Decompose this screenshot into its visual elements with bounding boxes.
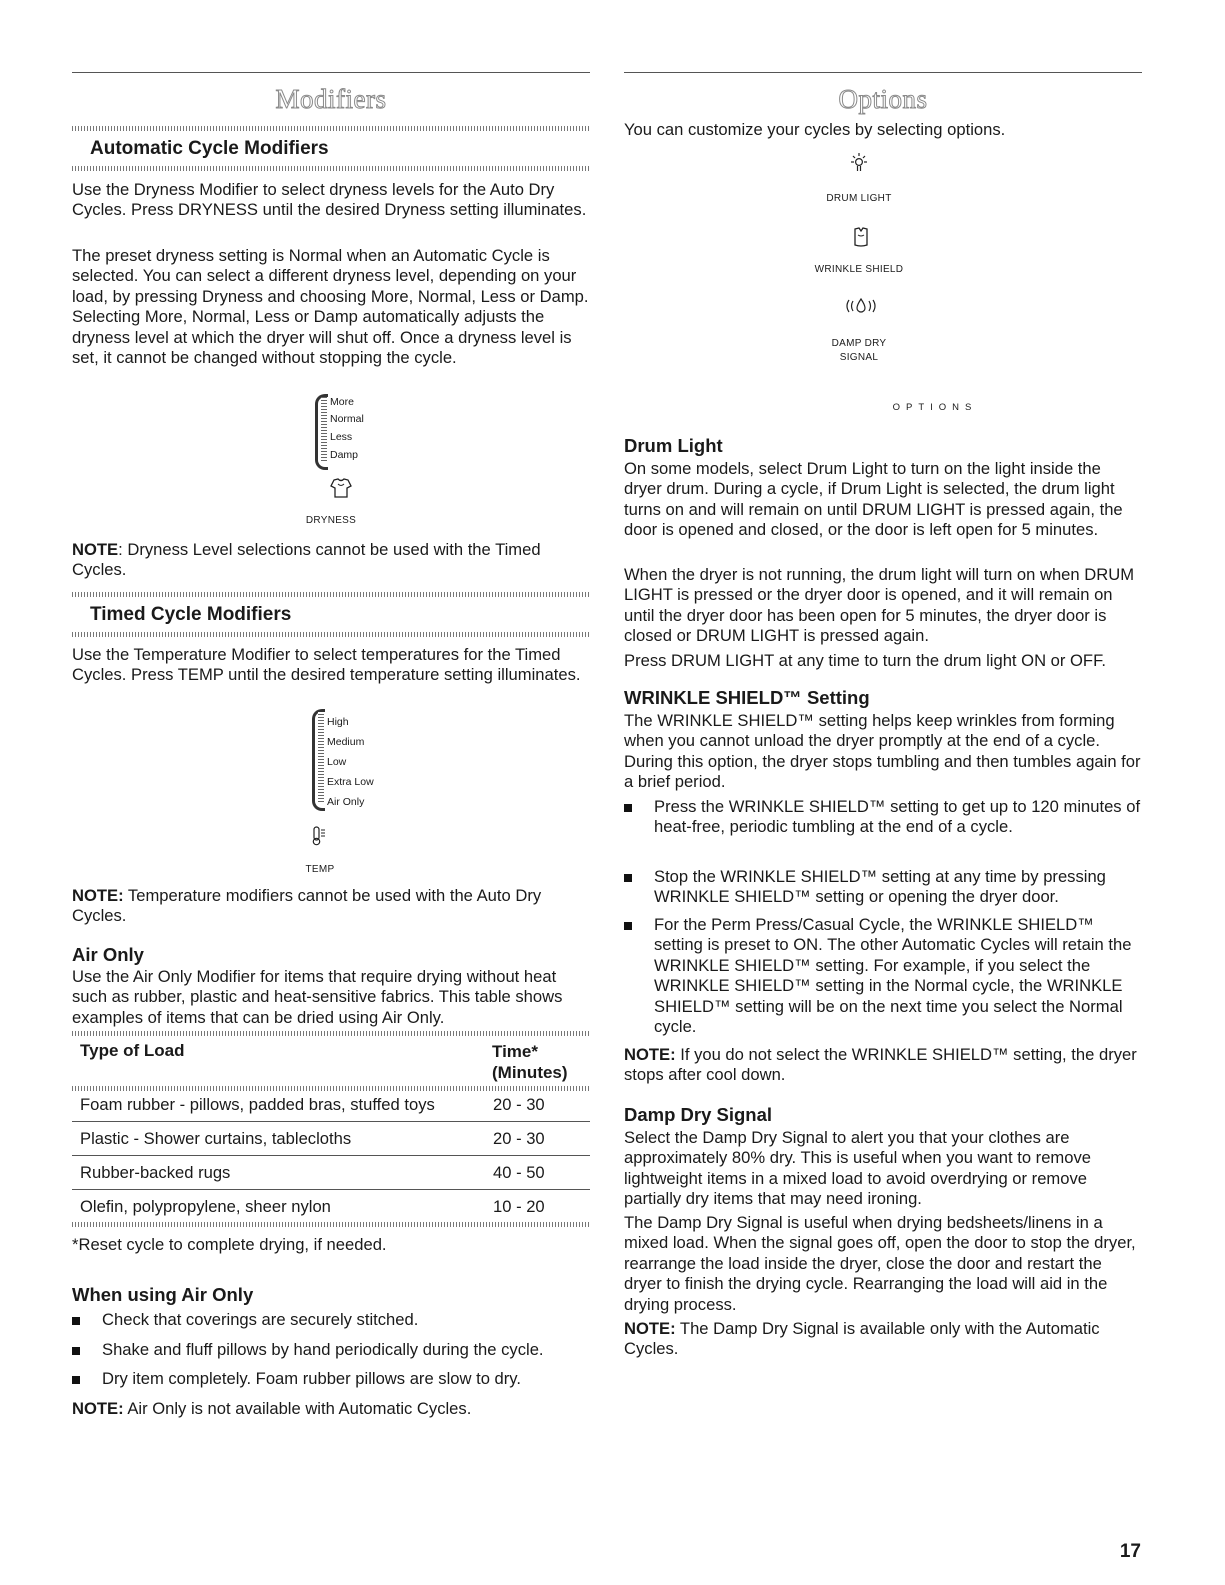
timed-paragraph: Use the Temperature Modifier to select temperatures for the Timed Cycles. Press TEMP until the desired temperature setting illuminates.	[72, 645, 581, 685]
dryness-level-damp: Damp	[330, 449, 359, 461]
light-bulb-icon	[849, 152, 869, 174]
table-row-divider	[72, 1155, 590, 1156]
table-bottom-rule	[72, 1222, 590, 1227]
table-col-minutes-label: (Minutes)	[492, 1063, 568, 1082]
list-item	[72, 1340, 590, 1360]
table-row-divider	[72, 1121, 590, 1122]
list-item	[624, 867, 1142, 908]
drum-light-paragraph-3: Press DRUM LIGHT at any time to turn the drum light ON or OFF.	[624, 651, 1106, 670]
thermometer-icon	[312, 826, 326, 846]
note-label: NOTE:	[624, 1045, 676, 1064]
top-rule-right	[624, 72, 1142, 73]
wrinkle-shield-heading: WRINKLE SHIELD™ Setting	[624, 687, 870, 708]
table-cell-time: 20 - 30	[493, 1129, 545, 1148]
auto-paragraph-1: Use the Dryness Modifier to select dryness levels for the Auto Dry Cycles. Press DRYNESS until the desired Dryness setting illuminates.	[72, 180, 587, 220]
dryness-bracket-hatch	[321, 397, 327, 461]
air-only-paragraph: Use the Air Only Modifier for items that require drying without heat such as rubber, plastic and heat-sensitive fabrics. This table shows examples of items that can be dried using Air Only.	[72, 967, 563, 1027]
air-only-heading: Air Only	[72, 944, 144, 965]
drum-light-paragraph-2: When the dryer is not running, the drum light will turn on when DRUM LIGHT is pressed or the dryer door is opened, and it will remain on until the dryer door has been open for 5 minutes, the dryer door is closed or DRUM LIGHT is pressed again.	[624, 565, 1135, 646]
note-label: NOTE	[72, 540, 119, 559]
list-item-text: Stop the WRINKLE SHIELD™ setting at any time by pressing WRINKLE SHIELD™ setting or opening the dryer door.	[654, 867, 1106, 907]
hatch-rule	[72, 632, 590, 637]
list-item-text: Check that coverings are securely stitched.	[102, 1310, 419, 1329]
damp-dry-paragraph-1: Select the Damp Dry Signal to alert you that your clothes are approximately 80% dry. This is useful when you want to remove lightweight items in a mixed load to avoid overdrying or remove partially dry items that may need ironing.	[624, 1128, 1091, 1209]
bullet-square-icon	[72, 1376, 80, 1384]
temp-level-medium: Medium	[327, 736, 365, 748]
auto-cycle-heading-band	[72, 126, 590, 171]
dryness-label: DRYNESS	[305, 515, 357, 526]
table-col-time-header	[492, 1041, 568, 1083]
temp-label: TEMP	[305, 864, 335, 875]
damp-dry-label-line1: DAMP DRY	[831, 338, 887, 349]
page-number: 17	[1119, 1541, 1141, 1562]
temp-bracket-hatch	[318, 712, 324, 802]
wrinkle-shield-label: WRINKLE SHIELD	[814, 264, 904, 275]
table-cell-time: 10 - 20	[493, 1197, 545, 1216]
options-panel-label: OPTIONS	[892, 402, 978, 413]
temp-level-low: Low	[327, 756, 347, 768]
table-footnote: *Reset cycle to complete drying, if needed.	[72, 1235, 387, 1254]
drum-light-label: DRUM LIGHT	[826, 193, 892, 204]
table-cell-time: 20 - 30	[493, 1095, 545, 1114]
list-item-text: For the Perm Press/Casual Cycle, the WRINKLE SHIELD™ setting is preset to ON. The other Automatic Cycles will retain the WRINKLE SHIELD™ setting. For example, if you select the WRINKLE SHIELD™ setting in the Normal cycle, the WRINKLE SHIELD™ setting will be on the next time you select the Normal cycle.	[654, 915, 1132, 1037]
auto-cycle-heading: Automatic Cycle Modifiers	[90, 138, 329, 159]
list-item	[72, 1369, 590, 1389]
note-label: NOTE:	[72, 886, 124, 905]
list-item-text: Dry item completely. Foam rubber pillows are slow to dry.	[102, 1369, 521, 1388]
table-row	[80, 1129, 590, 1149]
table-cell-load: Olefin, polypropylene, sheer nylon	[80, 1197, 331, 1216]
note-text: If you do not select the WRINKLE SHIELD™ setting, the dryer stops after cool down.	[624, 1045, 1137, 1085]
options-intro: You can customize your cycles by selecting options.	[624, 120, 1006, 139]
list-item	[624, 797, 1142, 838]
table-col-type-header: Type of Load	[80, 1041, 185, 1060]
timed-cycle-heading-band	[72, 592, 590, 637]
wrinkle-shield-note	[624, 1045, 1142, 1086]
options-title: Options	[838, 84, 928, 114]
table-row-divider	[72, 1189, 590, 1190]
modifiers-title: Modifiers	[275, 84, 387, 114]
hatch-rule	[72, 166, 590, 171]
damp-dry-paragraph-2: The Damp Dry Signal is useful when drying bedsheets/linens in a mixed load. When the signal goes off, open the door to stop the dryer, rearrange the load inside the dryer, close the door and restart the dryer to finish the drying cycle. Rearranging the load will aid in the drying process.	[624, 1213, 1136, 1314]
auto-note	[72, 540, 590, 581]
drum-light-heading: Drum Light	[624, 435, 723, 456]
bullet-square-icon	[624, 922, 632, 930]
timed-cycle-heading: Timed Cycle Modifiers	[90, 604, 292, 625]
auto-paragraph-2: The preset dryness setting is Normal when an Automatic Cycle is selected. You can select a different dryness level, depending on your load, by pressing Dryness and choosing More, Normal, Less or Damp. Selecting More, Normal, Less or Damp automatically adjusts the dryness level at which the dryer will shut off. Once a dryness level is set, it cannot be changed without stopping the cycle.	[72, 246, 589, 368]
temp-level-air-only: Air Only	[327, 796, 365, 808]
damp-dry-label-line2: SIGNAL	[839, 352, 879, 363]
damp-dry-signal-icon	[845, 296, 877, 314]
list-item	[72, 1310, 590, 1330]
table-cell-load: Foam rubber - pillows, padded bras, stuffed toys	[80, 1095, 435, 1114]
note-text: Temperature modifiers cannot be used with the Auto Dry Cycles.	[72, 886, 542, 926]
damp-dry-note	[624, 1319, 1142, 1360]
top-rule-left	[72, 72, 590, 73]
table-row	[80, 1197, 590, 1217]
list-item-text: Press the WRINKLE SHIELD™ setting to get up to 120 minutes of heat-free, periodic tumbling at the end of a cycle.	[654, 797, 1141, 837]
table-top-rule	[72, 1031, 590, 1036]
dryness-level-more: More	[330, 396, 354, 408]
dryness-level-normal: Normal	[330, 413, 364, 425]
table-cell-load: Rubber-backed rugs	[80, 1163, 231, 1182]
note-text: : Dryness Level selections cannot be used with the Timed Cycles.	[72, 540, 541, 580]
table-row	[80, 1095, 590, 1115]
bullet-square-icon	[624, 804, 632, 812]
bullet-square-icon	[624, 874, 632, 882]
table-cell-time: 40 - 50	[493, 1163, 545, 1182]
table-row	[80, 1163, 590, 1183]
using-air-only-heading: When using Air Only	[72, 1284, 254, 1305]
note-label: NOTE:	[624, 1319, 676, 1338]
list-item	[624, 915, 1142, 1037]
temp-level-extra-low: Extra Low	[327, 776, 374, 788]
wrinkle-shield-paragraph: The WRINKLE SHIELD™ setting helps keep wrinkles from forming when you cannot unload the dryer promptly at the end of a cycle. During this option, the dryer stops tumbling and then tumbles again for a brief period.	[624, 711, 1141, 792]
damp-dry-heading: Damp Dry Signal	[624, 1104, 773, 1125]
wrinkle-shield-shirt-icon	[852, 227, 870, 247]
table-col-time-label: Time*	[492, 1042, 538, 1061]
bullet-square-icon	[72, 1317, 80, 1325]
using-note	[72, 1399, 590, 1419]
list-item-text: Shake and fluff pillows by hand periodically during the cycle.	[102, 1340, 544, 1359]
temp-level-high: High	[327, 716, 349, 728]
table-header-rule	[72, 1086, 590, 1091]
drum-light-paragraph-1: On some models, select Drum Light to turn on the light inside the dryer drum. During a cycle, if Drum Light is selected, the drum light turns on and will remain on until DRUM LIGHT is pressed again, the door is opened and closed, or the door is left open for 5 minutes.	[624, 459, 1123, 540]
note-text: Air Only is not available with Automatic Cycles.	[123, 1399, 472, 1418]
table-cell-load: Plastic - Shower curtains, tablecloths	[80, 1129, 352, 1148]
bullet-square-icon	[72, 1347, 80, 1355]
note-text: The Damp Dry Signal is available only with the Automatic Cycles.	[624, 1319, 1100, 1359]
timed-note	[72, 886, 590, 927]
dryness-shirt-icon	[330, 478, 352, 498]
note-label: NOTE:	[72, 1399, 124, 1418]
dryness-level-less: Less	[330, 431, 353, 443]
